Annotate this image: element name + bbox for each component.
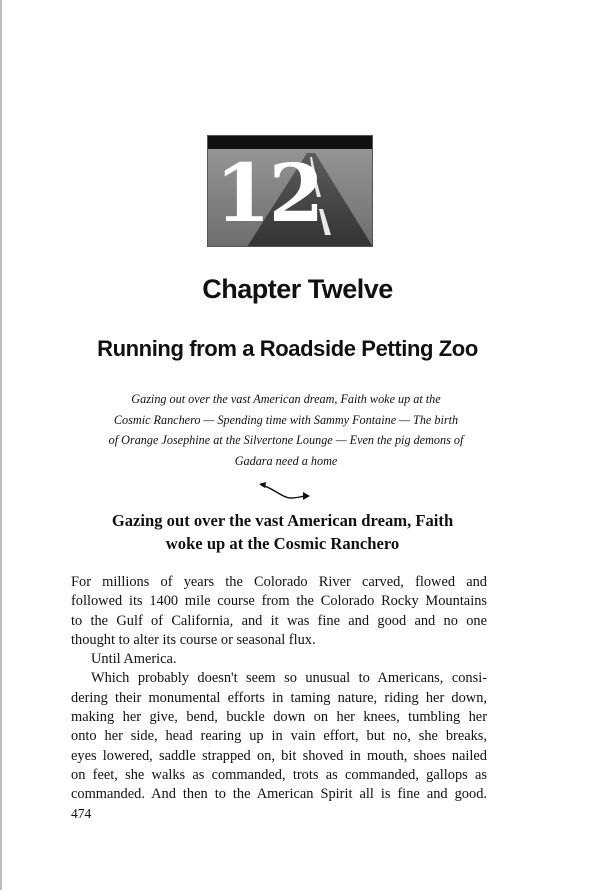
- body-line: Which probably doesn't seem so unusual to Americans, consi-: [91, 670, 487, 687]
- body-line: For millions of years the Colorado River carved, flowed and: [71, 574, 487, 590]
- body-line: commanded. And then to the American Spirit all is fine and good.: [71, 786, 487, 803]
- body-text: [71, 573, 487, 805]
- page-number: 474: [71, 806, 92, 821]
- synopsis-line: Gadara need a home: [234, 453, 338, 468]
- section-heading: [0, 509, 565, 555]
- section-heading-line: woke up at the Cosmic Ranchero: [165, 534, 400, 553]
- chapter-number: 12: [215, 146, 323, 240]
- chapter-heading: Chapter Twelve: [202, 274, 393, 304]
- synopsis-line: Cosmic Ranchero — Spending time with Sammy Fontaine — The birth: [113, 412, 459, 427]
- chapter-synopsis: [70, 389, 502, 471]
- body-line: Until America.: [91, 651, 177, 668]
- body-line: to the Gulf of California, and it was fine and good and no one: [71, 612, 487, 629]
- synopsis-line: of Orange Josephine at the Silvertone Lounge — Even the pig demons of: [108, 433, 464, 447]
- chapter-number-image: [207, 135, 373, 247]
- body-line: thought to alter its course or seasonal flux.: [71, 631, 316, 648]
- body-line: on feet, she walks as commanded, trots as commanded, gallops as: [71, 766, 487, 783]
- body-line: onto her side, head rearing up in vain effort, but no, she breaks,: [71, 728, 487, 745]
- body-line: followed its 1400 mile course from the Colorado Rocky Mountains: [71, 593, 487, 610]
- body-line: making her give, bend, buckle down on her knees, tumbling her: [71, 709, 487, 726]
- body-line: eyes lowered, saddle strapped on, bit shoved in mouth, shoes nailed: [71, 747, 487, 764]
- chapter-subtitle: Running from a Roadside Petting Zoo: [97, 336, 478, 361]
- page-edge: [0, 0, 2, 890]
- ornament-divider-icon: [258, 480, 312, 511]
- section-heading-line: Gazing out over the vast American dream, Faith: [111, 511, 454, 530]
- synopsis-line: Gazing out over the vast American dream, Faith woke up at the: [131, 392, 441, 406]
- body-line: dering their monumental efforts in taming nature, riding her down,: [71, 689, 487, 706]
